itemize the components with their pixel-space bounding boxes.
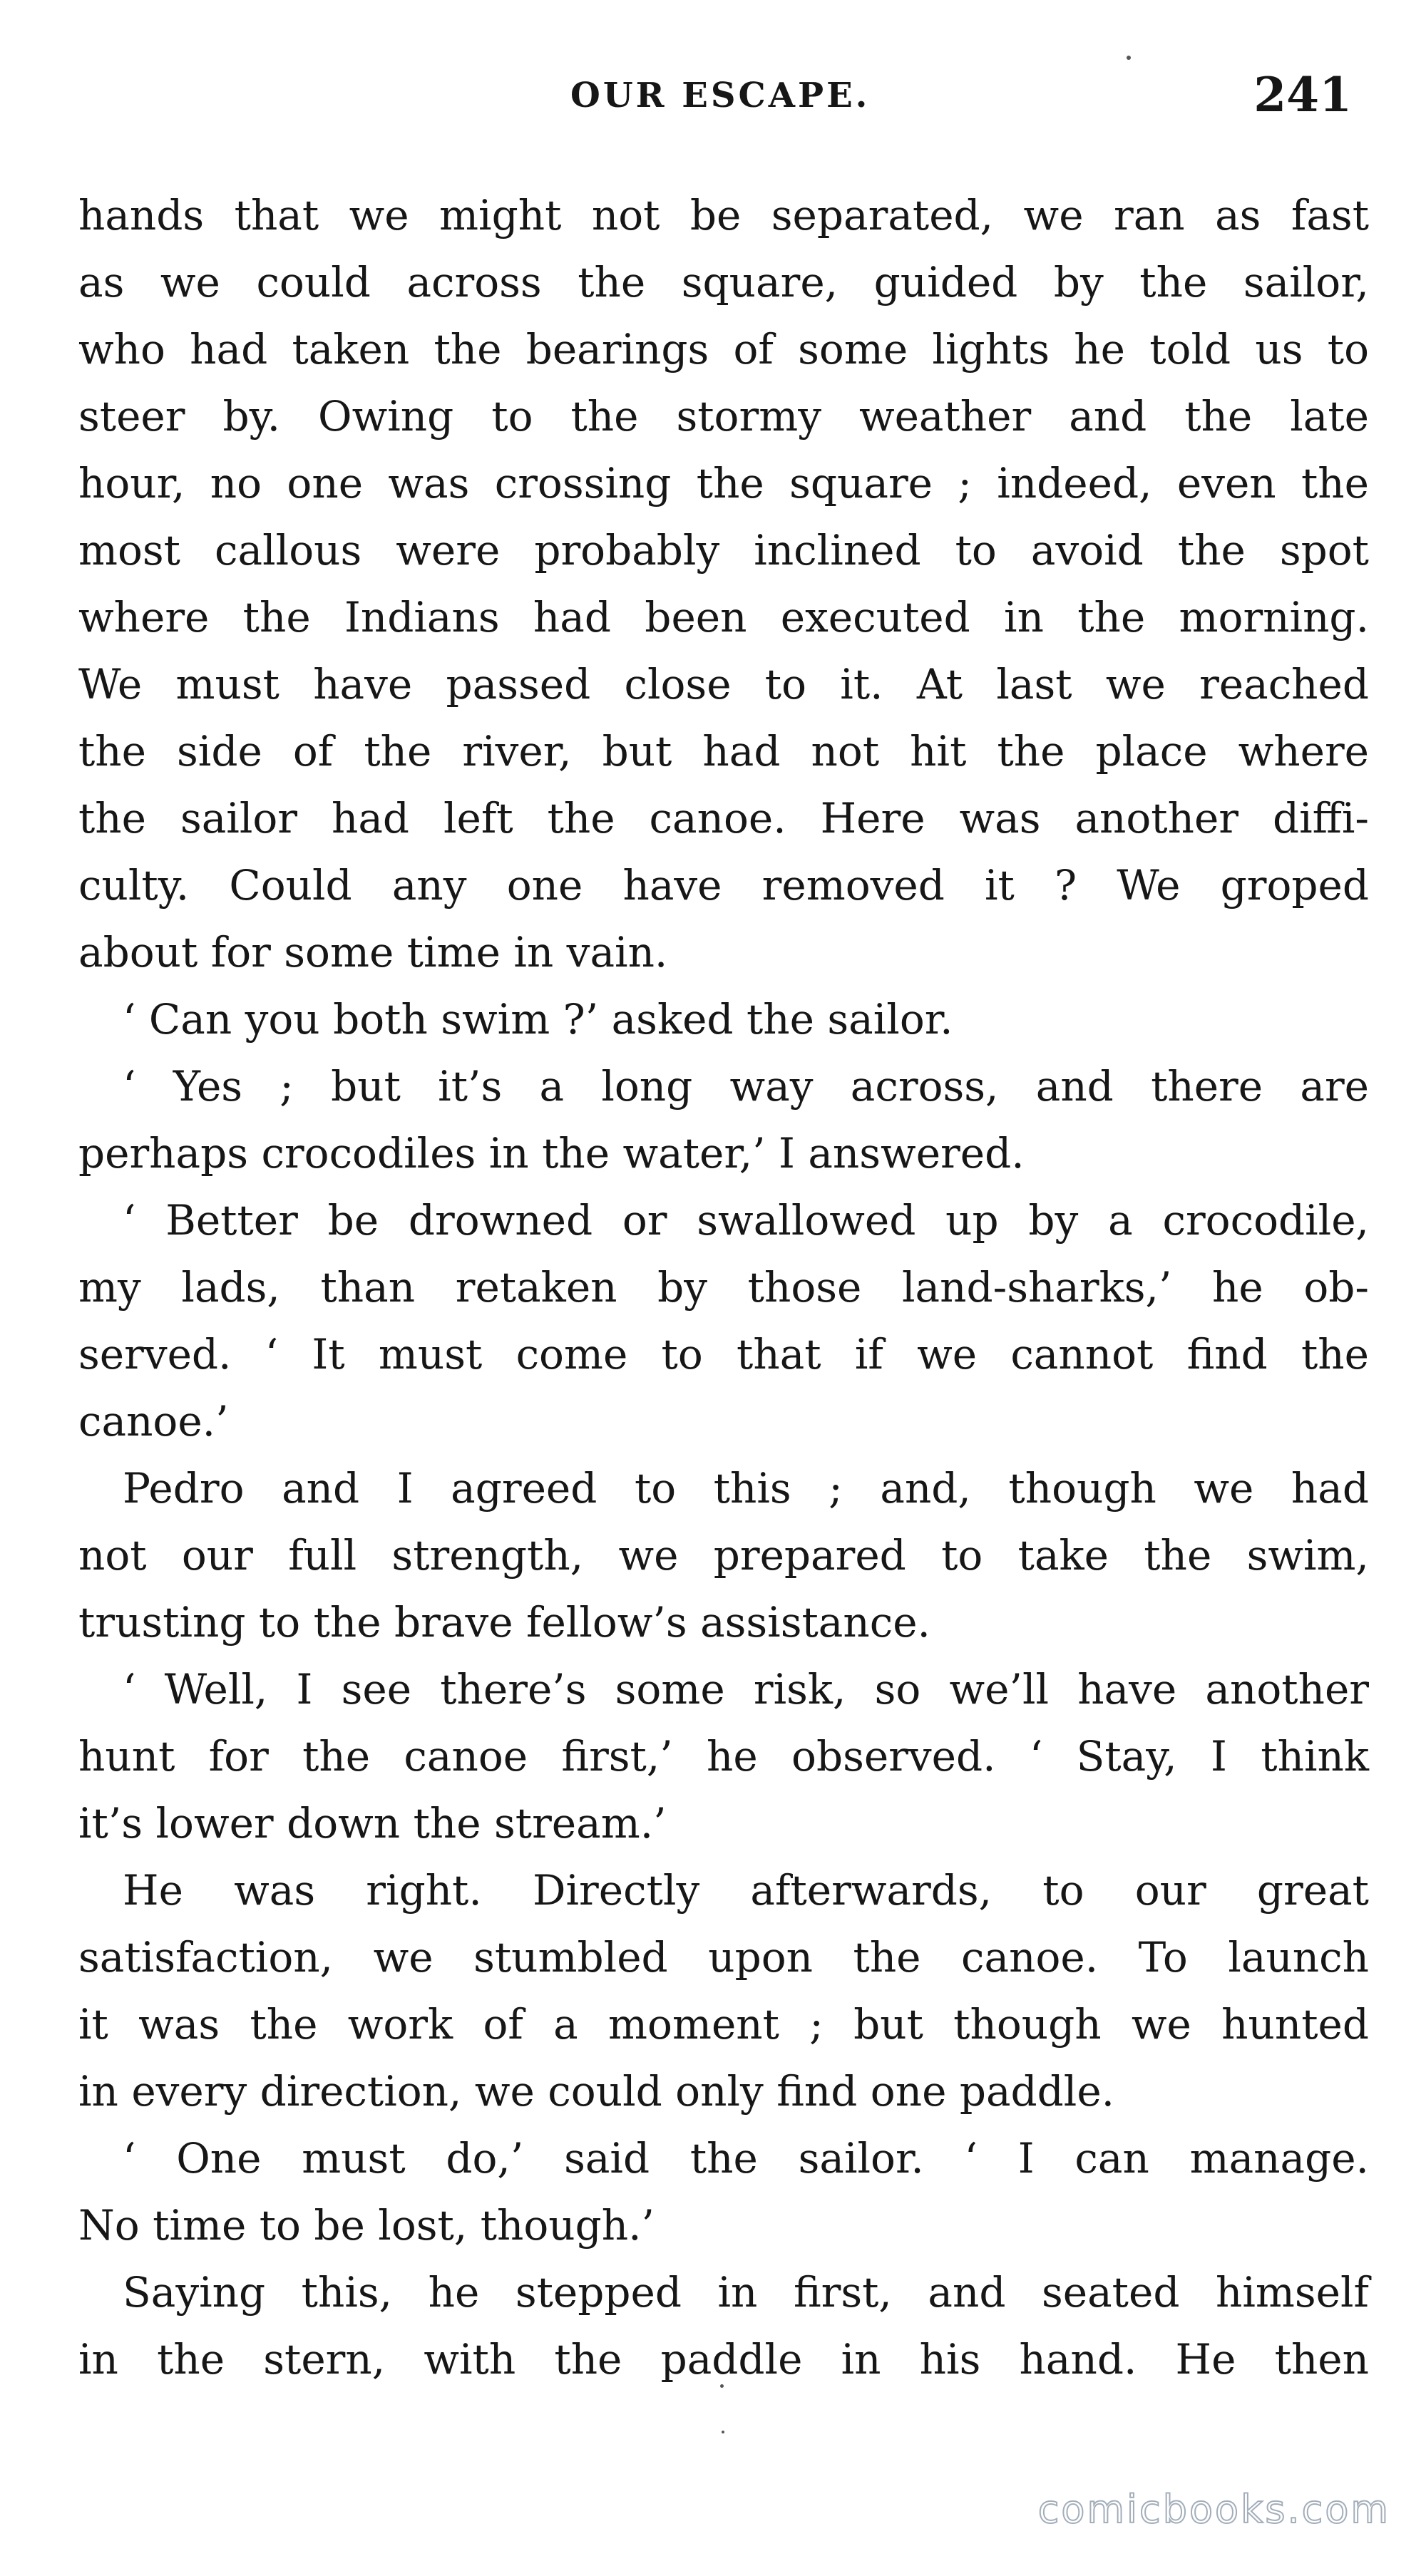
print-speck: [720, 2384, 724, 2388]
text-line: He was right. Directly afterwards, to our great: [123, 1866, 1369, 1915]
print-speck: [722, 2431, 724, 2433]
text-line: served. ‘ It must come to that if we cannot find the: [78, 1330, 1369, 1379]
page-number: 241: [1253, 67, 1352, 123]
print-speck: [1127, 56, 1131, 60]
text-line: culty. Could any one have removed it ? We groped: [78, 861, 1369, 910]
text-line: about for some time in vain.: [78, 928, 668, 977]
text-line: not our full strength, we prepared to take the swim,: [78, 1531, 1369, 1580]
text-line: Pedro and I agreed to this ; and, though we had: [123, 1464, 1369, 1513]
watermark: comicbooks.com: [1037, 2487, 1390, 2532]
text-line: satisfaction, we stumbled upon the canoe. To launch: [78, 1933, 1369, 1982]
text-line: where the Indians had been executed in the morning.: [78, 593, 1369, 642]
text-line: it’s lower down the stream.’: [78, 1799, 667, 1848]
text-line: steer by. Owing to the stormy weather and the late: [78, 392, 1369, 441]
text-line: We must have passed close to it. At last we reached: [78, 660, 1369, 709]
text-line: Saying this, he stepped in first, and seated himself: [123, 2268, 1369, 2317]
text-line: in every direction, we could only find one paddle.: [78, 2067, 1115, 2116]
text-line: ‘ Better be drowned or swallowed up by a crocodile,: [123, 1196, 1369, 1245]
text-line: ‘ Yes ; but it’s a long way across, and there are: [123, 1062, 1369, 1111]
text-line: as we could across the square, guided by the sailor,: [78, 258, 1369, 306]
text-line: who had taken the bearings of some lights he told us to: [78, 325, 1369, 373]
text-line: it was the work of a moment ; but though we hunted: [78, 2000, 1369, 2049]
text-line: No time to be lost, though.’: [78, 2201, 655, 2250]
text-line: canoe.’: [78, 1397, 229, 1446]
running-head: [78, 66, 1362, 130]
text-line: hour, no one was crossing the square ; indeed, even the: [78, 459, 1369, 508]
running-title: OUR ESCAPE.: [570, 76, 871, 115]
text-line: my lads, than retaken by those land-sharks,’ he ob-: [78, 1263, 1369, 1312]
text-line: most callous were probably inclined to avoid the spot: [78, 526, 1369, 575]
text-line: ‘ Well, I see there’s some risk, so we’ll have another: [123, 1665, 1369, 1714]
text-line: hunt for the canoe first,’ he observed. ‘ Stay, I think: [78, 1732, 1369, 1781]
text-line: ‘ Can you both swim ?’ asked the sailor.: [123, 995, 953, 1044]
text-line: in the stern, with the paddle in his hand. He then: [78, 2335, 1369, 2384]
text-line: ‘ One must do,’ said the sailor. ‘ I can manage.: [123, 2134, 1369, 2183]
text-line: hands that we might not be separated, we ran as fast: [78, 191, 1369, 239]
text-line: the sailor had left the canoe. Here was another diffi-: [78, 794, 1369, 843]
text-line: the side of the river, but had not hit the place where: [78, 727, 1369, 776]
text-line: trusting to the brave fellow’s assistance.: [78, 1598, 930, 1647]
text-line: perhaps crocodiles in the water,’ I answered.: [78, 1129, 1025, 1178]
body-text: [78, 182, 1369, 2393]
